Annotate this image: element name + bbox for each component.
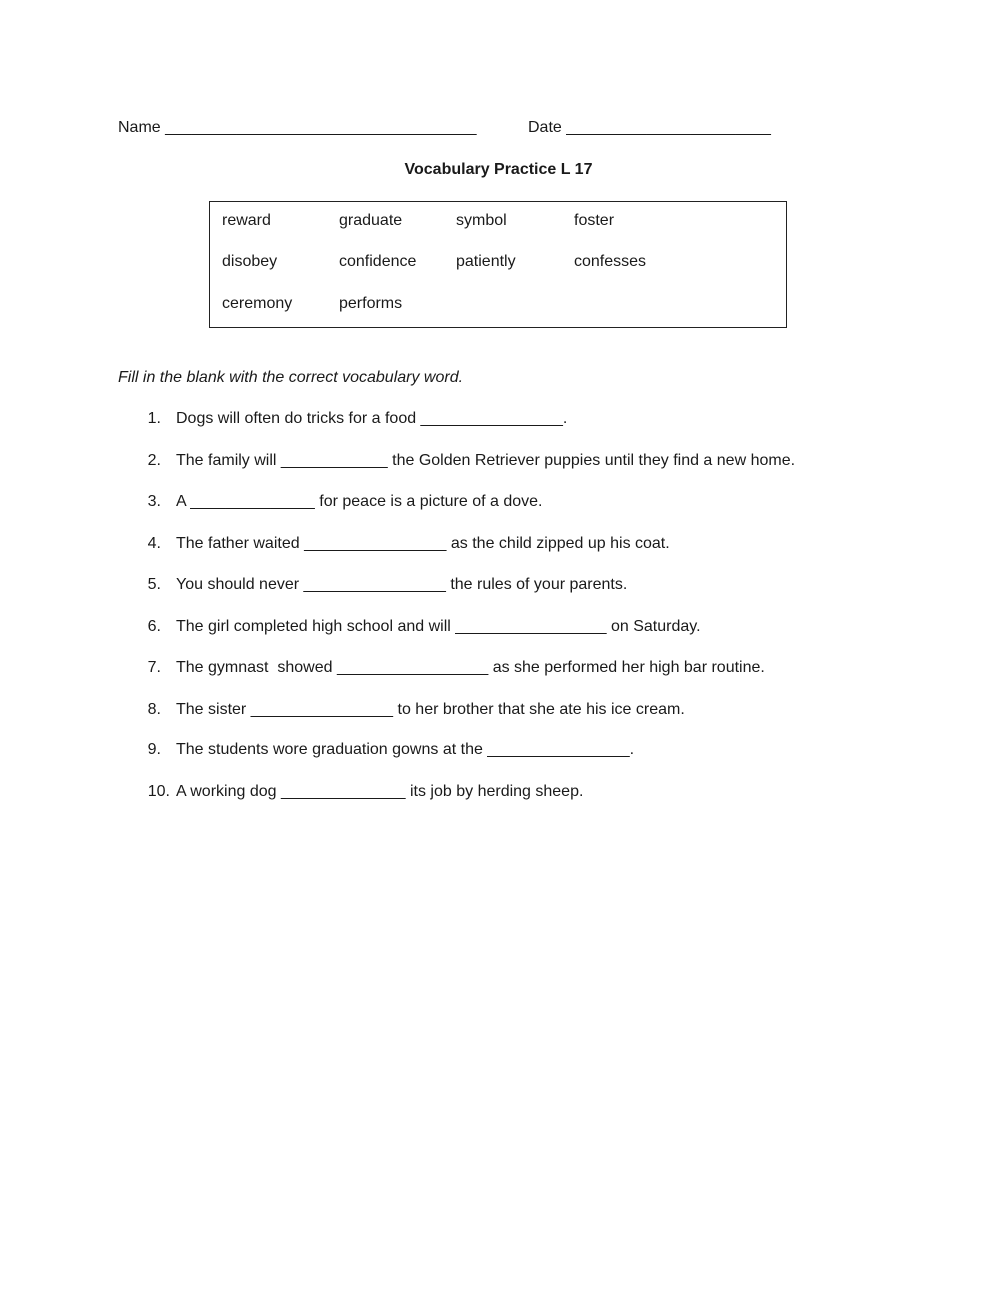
question-text: The father waited ________________ as the child zipped up his coat. xyxy=(176,535,670,552)
question-text: A working dog ______________ its job by herding sheep. xyxy=(176,783,584,800)
page-title: Vocabulary Practice L 17 xyxy=(404,161,593,178)
word-bank-item: ceremony xyxy=(222,295,293,312)
word-bank-item: graduate xyxy=(339,212,403,229)
name-field-label: Name ___________________________________ xyxy=(118,119,477,136)
word-bank-item: symbol xyxy=(456,212,507,229)
word-bank-item: confesses xyxy=(574,253,647,270)
question-number: 1. xyxy=(147,410,161,427)
question-text: The girl completed high school and will _________________ on Saturday. xyxy=(176,618,701,635)
question-number: 6. xyxy=(147,618,161,635)
question-number: 10. xyxy=(147,783,170,800)
question-text: The sister ________________ to her brother that she ate his ice cream. xyxy=(176,701,685,718)
word-bank-item: patiently xyxy=(456,253,516,270)
question-text: Dogs will often do tricks for a food ________________. xyxy=(176,410,568,427)
question-number: 8. xyxy=(147,701,161,718)
question-text: The family will ____________ the Golden Retriever puppies until they find a new home. xyxy=(176,452,796,469)
instructions: Fill in the blank with the correct vocabulary word. xyxy=(118,369,464,386)
question-number: 7. xyxy=(147,659,161,676)
date-field-label: Date _______________________ xyxy=(528,119,771,136)
question-text: The gymnast showed _________________ as she performed her high bar routine. xyxy=(176,659,765,676)
word-bank xyxy=(209,201,787,328)
question-number: 2. xyxy=(147,452,161,469)
word-bank-item: performs xyxy=(339,295,403,312)
question-number: 3. xyxy=(147,493,161,510)
word-bank-item: foster xyxy=(574,212,615,229)
question-text: A ______________ for peace is a picture of a dove. xyxy=(176,493,543,510)
word-bank-item: confidence xyxy=(339,253,417,270)
word-bank-item: reward xyxy=(222,212,271,229)
question-text: You should never ________________ the rules of your parents. xyxy=(176,576,628,593)
question-number: 5. xyxy=(147,576,161,593)
word-bank-item: disobey xyxy=(222,253,278,270)
question-number: 9. xyxy=(147,741,161,758)
question-text: The students wore graduation gowns at the ________________. xyxy=(176,741,635,758)
question-number: 4. xyxy=(147,535,161,552)
